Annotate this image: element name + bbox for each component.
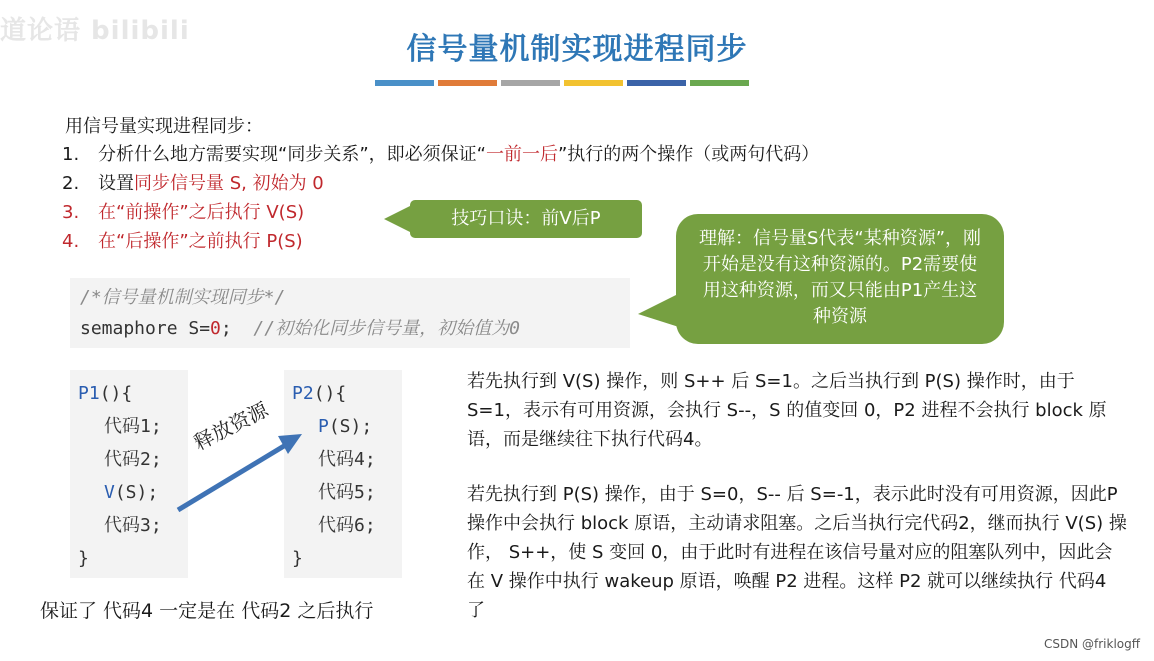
color-bars <box>375 80 749 86</box>
code-text: (S); <box>114 482 159 503</box>
color-bar <box>438 80 497 86</box>
step-number: 2. <box>62 173 80 194</box>
arrow-head <box>278 434 302 454</box>
code-keyword: P <box>318 416 329 437</box>
code-line <box>292 377 402 410</box>
code-line: 代码4; <box>318 449 376 470</box>
code-comment: /*信号量机制实现同步*/ <box>80 287 286 308</box>
p1-code-block <box>70 370 188 578</box>
code-text: (){ <box>313 383 347 404</box>
watermark: 道论语 bilibili <box>0 16 190 46</box>
code-text: semaphore S= <box>80 318 211 339</box>
color-bar <box>564 80 623 86</box>
step-number: 1. <box>62 144 80 165</box>
code-line: 代码2; <box>104 449 162 470</box>
step-number: 4. <box>62 231 80 252</box>
explanation-paragraph-1: 若先执行到 V(S) 操作，则 S++ 后 S=1。之后当执行到 P(S) 操作时，由于 S=1，表示有可用资源，会执行 S--，S 的值变回 0，P2 进程不会执行 block 原语，而是继续往下执行代码4。 <box>467 371 1107 450</box>
step-text: 在“后操作”之前执行 P(S) <box>98 231 303 252</box>
code-keyword: P2 <box>292 383 314 404</box>
code-keyword: V <box>104 482 115 503</box>
tip-callout-tail <box>384 205 412 233</box>
color-bar <box>375 80 434 86</box>
code-line: 代码5; <box>318 482 376 503</box>
step-text: ”执行的两个操作（或两句代码） <box>557 144 820 165</box>
code-inline-comment: //初始化同步信号量，初始值为0 <box>253 318 520 339</box>
arrow-shaft <box>178 446 284 510</box>
color-bar <box>627 80 686 86</box>
color-bar <box>690 80 749 86</box>
code-line <box>78 377 188 410</box>
code-text: ; <box>220 318 232 339</box>
code-line: } <box>78 548 89 569</box>
semaphore-code-block <box>70 278 630 348</box>
step-number: 3. <box>62 202 80 223</box>
code-line: 代码1; <box>104 416 162 437</box>
explanation-bubble: 理解：信号量S代表“某种资源”，刚开始是没有这种资源的。P2需要使用这种资源，而又只能由P1产生这种资源 <box>676 214 1004 344</box>
code-line: 代码6; <box>318 515 376 536</box>
code-text: (S); <box>328 416 373 437</box>
explanation-paragraph-2: 若先执行到 P(S) 操作，由于 S=0，S-- 后 S=-1，表示此时没有可用资源，因此P操作中会执行 block 原语，主动请求阻塞。之后当执行完代码2，继而执行 V(S) 操作， S++，使 S 变回 0，由于此时有进程在该信号量对应的阻塞队列中，因此会在 V 操作中执行 wakeup 原语，唤醒 P2 进程。这样 P2 就可以继续执行 代码4 了 <box>467 484 1127 621</box>
code-keyword: P1 <box>78 383 100 404</box>
tip-callout: 技巧口诀：前V后P <box>410 200 642 238</box>
step-item <box>62 140 819 169</box>
step-item <box>62 169 819 198</box>
arrow-label: 释放资源 <box>189 397 272 455</box>
footer-credit: CSDN @friklogff <box>1043 637 1140 651</box>
step-highlight: 一前一后 <box>485 144 558 165</box>
step-highlight: 同步信号量 S, 初始为 0 <box>134 173 324 194</box>
code-line: 代码3; <box>104 515 162 536</box>
color-bar <box>501 80 560 86</box>
code-declaration <box>80 314 520 340</box>
step-text: 在“前操作”之后执行 V(S) <box>98 202 305 223</box>
code-line: } <box>292 548 303 569</box>
step-text: 分析什么地方需要实现“同步关系”，即必须保证“ <box>98 144 486 165</box>
guarantee-text: 保证了 代码4 一定是在 代码2 之后执行 <box>40 600 374 622</box>
intro-text: 用信号量实现进程同步： <box>65 116 263 137</box>
slide-title: 信号量机制实现进程同步 <box>406 32 748 67</box>
code-text: (){ <box>99 383 133 404</box>
code-number: 0 <box>210 318 221 339</box>
step-text: 设置 <box>98 173 134 194</box>
